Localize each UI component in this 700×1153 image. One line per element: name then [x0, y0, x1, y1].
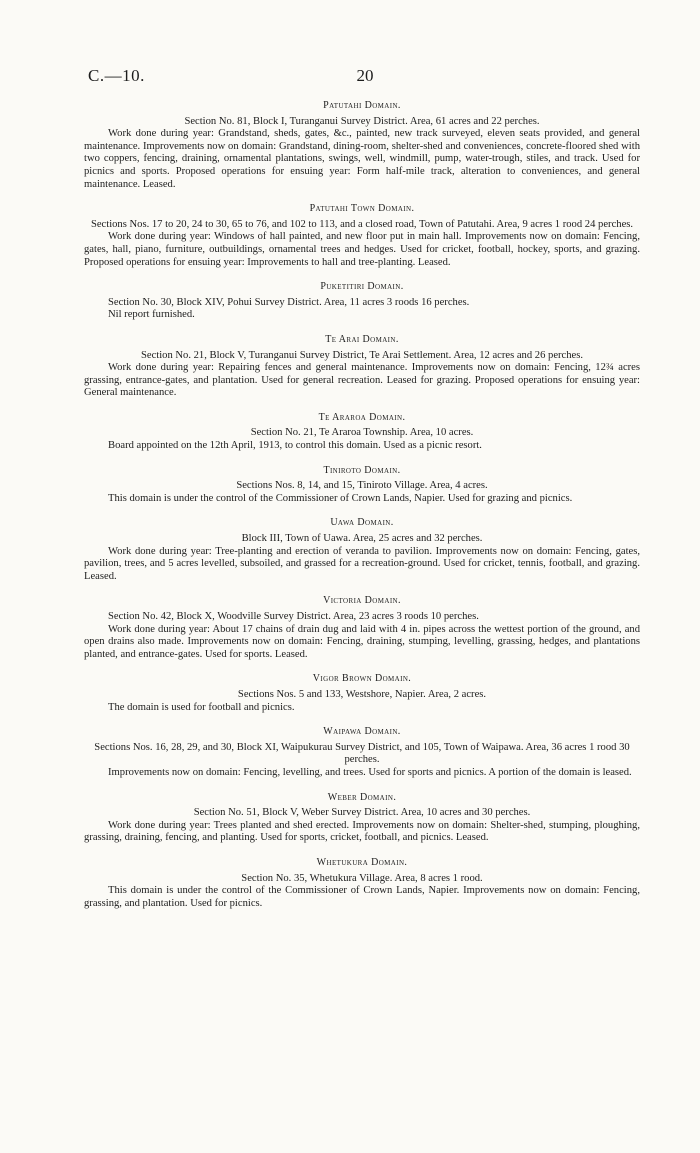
- section-whetukura-domain: [84, 857, 640, 910]
- section-body: Improvements now on domain: Fencing, levelling, and trees. Used for sports and picnics. A portion of the domain is leased.: [108, 766, 632, 778]
- section-title: Tiniroto Domain.: [323, 464, 401, 476]
- section-title: Weber Domain.: [327, 791, 397, 803]
- section-body: Work done during year: Windows of hall painted, and new floor put in main hall. Improvements now on domain: Fencing, gates, hall, piano, furniture, outbuildings, ornamental trees and hedges. Used for cricket, football, hockey, sports, and grazing. Proposed operations for ensuing year: Improvements to hall and tree-planting. Leased.: [84, 231, 640, 268]
- section-location: Sections Nos. 8, 14, and 15, Tiniroto Village. Area, 4 acres.: [236, 480, 488, 492]
- section-body: Board appointed on the 12th April, 1913, to control this domain. Used as a picnic resort.: [108, 440, 482, 452]
- page-content: [84, 100, 640, 910]
- section-vigor-brown-domain: [84, 673, 640, 714]
- section-location: Block III, Town of Uawa. Area, 25 acres and 32 perches.: [241, 533, 483, 545]
- section-patutahi-domain: [84, 100, 640, 191]
- section-body: Work done during year: About 17 chains of drain dug and laid with 4 in. pipes across the wettest portion of the ground, and open drains also made. Improvements now on domain: Fencing, draining, stumping, levelling, grassing, hedges, and plantations planted, and entrance-gates. Used for sports. Leased.: [84, 623, 640, 660]
- page-number: 20: [356, 66, 374, 85]
- section-body: Work done during year: Repairing fences and general maintenance. Improvements now on domain: Fencing, 12¾ acres grassing, entrance-gates, and plantation. Used for general recreation. Leased for grazing. Proposed operations for ensuing year: General maintenance.: [84, 362, 640, 399]
- section-location: Section No. 21, Block V, Turanganui Survey District, Te Arai Settlement. Area, 12 acres and 26 perches.: [140, 349, 584, 361]
- section-body: The domain is used for football and picnics.: [108, 701, 295, 713]
- section-victoria-domain: [84, 595, 640, 661]
- section-weber-domain: [84, 792, 640, 845]
- section-patutahi-town-domain: [84, 203, 640, 269]
- section-body: Work done during year: Trees planted and shed erected. Improvements now on domain: Shelter-shed, stumping, ploughing, grassing, draining, fencing, and planting. Used for sports, cricket, football, and picnics. Leased.: [84, 819, 640, 844]
- section-title: Puketitiri Domain.: [320, 281, 404, 293]
- section-body: Work done during year: Tree-planting and erection of veranda to pavilion. Improvements now on domain: Fencing, gates, pavilion, trees, and 5 acres levelled, subsoiled, and grassed for a recreation-ground. Used for cricket, tennis, football, and grazing. Leased.: [84, 545, 640, 582]
- section-location: Section No. 42, Block X, Woodville Survey District. Area, 23 acres 3 roods 10 perches.: [108, 611, 479, 622]
- section-title: Whetukura Domain.: [316, 856, 408, 868]
- section-title: Patutahi Town Domain.: [309, 203, 415, 215]
- section-body: This domain is under the control of the Commissioner of Crown Lands, Napier. Used for grazing and picnics.: [108, 492, 573, 504]
- section-te-arai-domain: [84, 334, 640, 400]
- section-location: Sections Nos. 16, 28, 29, and 30, Block XI, Waipukurau Survey District, and 105, Town of Waipawa. Area, 36 acres 1 rood 30 perches.: [94, 741, 630, 766]
- section-body: This domain is under the control of the Commissioner of Crown Lands, Napier. Improvements now on domain: Fencing, grassing, and plantation. Used for picnics.: [84, 885, 640, 909]
- section-title: Vigor Brown Domain.: [312, 673, 412, 685]
- section-title: Te Arai Domain.: [325, 333, 399, 345]
- section-location: Sections Nos. 17 to 20, 24 to 30, 65 to 76, and 102 to 113, and a closed road, Town of Patutahi. Area, 9 acres 1 rood 24 perches.: [90, 218, 634, 230]
- section-tiniroto-domain: [84, 465, 640, 506]
- section-puketitiri-domain: [84, 281, 640, 322]
- section-title: Uawa Domain.: [330, 517, 394, 529]
- section-location: Sections Nos. 5 and 133, Westshore, Napier. Area, 2 acres.: [237, 688, 487, 700]
- section-location: Section No. 21, Te Araroa Township. Area, 10 acres.: [250, 427, 474, 439]
- section-title: Waipawa Domain.: [323, 726, 401, 738]
- section-title: Victoria Domain.: [323, 595, 401, 607]
- section-title: Te Araroa Domain.: [318, 411, 406, 423]
- section-location: Section No. 35, Whetukura Village. Area, 8 acres 1 rood.: [241, 872, 483, 884]
- section-waipawa-domain: [84, 726, 640, 779]
- section-location: Section No. 30, Block XIV, Pohui Survey District. Area, 11 acres 3 roods 16 perches.: [108, 296, 470, 308]
- section-title: Patutahi Domain.: [323, 100, 401, 111]
- section-body: Nil report furnished.: [108, 309, 195, 321]
- section-te-araroa-domain: [84, 412, 640, 453]
- section-location: Section No. 81, Block I, Turanganui Survey District. Area, 61 acres and 22 perches.: [184, 115, 540, 127]
- report-reference: C.—10.: [88, 66, 145, 85]
- section-body: Work done during year: Grandstand, sheds, gates, &c., painted, new track surveyed, eleven seats provided, and general maintenance. Improvements now on domain: Grandstand, dining-room, shelter-shed and conveniences, concrete-floored shed with two coppers, fencing, draining, ornamental plantations, swings, well, windmill, pump, water-trough, stiles, and track. Used for picnics and sports. Proposed operations for ensuing year: Form half-mile track, alteration to conveniences, and general maintenance. Leased.: [84, 128, 640, 190]
- section-uawa-domain: [84, 517, 640, 583]
- section-location: Section No. 51, Block V, Weber Survey District. Area, 10 acres and 30 perches.: [193, 807, 531, 819]
